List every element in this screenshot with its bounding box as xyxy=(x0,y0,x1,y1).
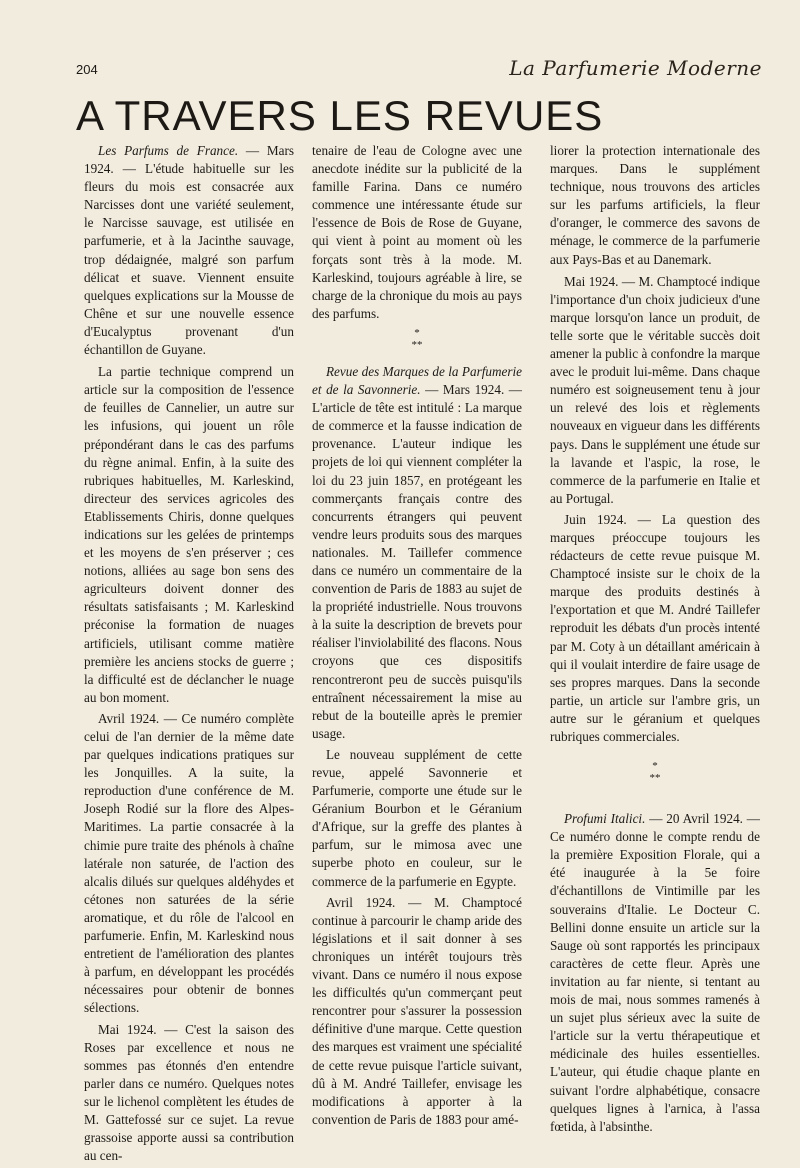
paragraph-technique: La partie technique comprend un article sur la composition de l'essence de feuilles de Cannelier, un autre sur les infusions, qui jouent un rôle prépondérant dans le cas des parfums du règne animal. Enfin, à la suite des rubriques habituelles, M. Karleskind, directeur des services agricoles des Etablissements Chiris, donne quelques indications sur les gelées de printemps et les moyens de s'en préserver ; ces notions, alliées au sage bon sens des agriculteurs doivent donner des résultats satisfaisants ; M. Karleskind préconise la formation de nuages artificiels, utilisant comme matière première les anciens stocks de guerre ; la difficulté est de déclancher le nuage au bon moment. xyxy=(84,364,294,705)
journal-title: La Parfumerie Moderne xyxy=(509,56,762,80)
paragraph-juin: Juin 1924. — La question des marques préoccupe toujours les rédacteurs de cette revue puisque M. Champtocé insiste sur le choix de la marque des produits destinés à l'exportation et que M. André Taillefer reproduit les débats d'un procès intenté par M. Coty à un détaillant américain à qui il voulait interdire de faire usage de ses propres marques. Dans la seconde partie, un article sur l'ambre gris, un autre sur le géranium et quelques rubriques commerciales. xyxy=(550,511,760,744)
paragraph-avril: Avril 1924. — Ce numéro complète celui de l'an dernier de la même date par quelques indications pratiques sur les Jonquilles. A la suite, la reproduction d'une conférence de M. Joseph Rodié sur la flore des Alpes-Maritimes. La partie consacrée à la chimie pure traite des phénols à chaîne latérale non saturée, de l'action des alcalis dilués sur quelques aldéhydes et cétones non saturées de la série aromatique, et du rôle de l'alcool en parfumerie. Enfin, M. Karleskind nous entretient de l'amélioration des plantes à parfum, en développant les procédés nécessaires pour obtenir de bonnes sélections. xyxy=(84,710,294,1016)
paragraph-profumi-italici xyxy=(550,810,760,1136)
column-1 xyxy=(84,142,294,1168)
asterism-top: * xyxy=(414,326,420,339)
paragraph-avril-marques: Avril 1924. — M. Champtocé continue à parcourir le champ aride des législations et il sait donner à ses chroniques un intérêt toujours très vivant. Dans ce numéro il nous expose les difficultés qu'un commerçant peut rencontrer pour s'assurer la possession définitive d'une marque. Cette question des marques est vraiment une spécialité de cette revue puisque l'article suivant, dû à M. André Taillefer, envisage les modifications à apporter à la convention de Paris de 1883 pour amé- xyxy=(312,894,522,1127)
source-title: Revue des Marques de la Parfumerie et de la Savonnerie. xyxy=(312,363,522,398)
paragraph-parfums-de-france-mars xyxy=(84,142,294,359)
asterism-bottom: ** xyxy=(411,338,423,351)
column-2 xyxy=(312,142,522,1132)
section-title: A TRAVERS LES REVUES xyxy=(76,92,604,139)
section-separator xyxy=(550,760,760,784)
page-header xyxy=(76,56,772,86)
asterism-top: * xyxy=(652,760,658,773)
paragraph-revue-des-marques xyxy=(312,363,522,743)
paragraph-mai-marques: Mai 1924. — M. Champtocé indique l'importance d'un choix judicieux d'une marque lorsqu'on lance un produit, de telle sorte que le véritable succès doit amener la public à confondre la marque avec le produit lui-même. Dans chaque numéro est soigneusement tenu à jour un relevé des lois et règlements nouveaux en vigueur dans les différents pays. Dans le supplément une étude sur la lavande et l'aspic, la rose, le commerce de la parfumerie en Italie et au Portugal. xyxy=(550,273,760,506)
paragraph-mai: Mai 1924. — C'est la saison des Roses par excellence et nous ne sommes pas étonnés d'en entendre parler dans ce numéro. Quelques notes sur le lichenol complètent les études de M. Gattefossé sur ce sujet. La revue grassoise apporte aussi sa contribution au cen- xyxy=(84,1021,294,1164)
article-columns xyxy=(84,142,774,1164)
column-3 xyxy=(550,142,760,1139)
section-separator xyxy=(312,327,522,351)
paragraph-text: — Mars 1924. — L'article de tête est intitulé : La marque de commerce et la fausse indication de provenance. L'auteur indique les projets de loi qui viennent compléter la loi du 23 juin 1857, en protégeant les commerçants français contre des concurrents étrangers qui peuvent vendre leurs produits sous des marques nationales. M. Taillefer commence dans ce numéro un commentaire de la convention de Paris de 1883 au sujet de la propriété industrielle. Nous trouvons à la suite la description de brevets pour réaliser l'inviolabilité des flacons. Nous croyons que ces dispositifs rencontreront peu de succès puisqu'ils entraînent nécessairement la mise au rebut de la bouteille après le premier usage. xyxy=(312,382,522,741)
paragraph-supplement: Le nouveau supplément de cette revue, appelé Savonnerie et Parfumerie, comporte une étude sur le Géranium Bourbon et le Géranium d'Afrique, sur la greffe des plantes à parfum, sur le mimosa avec une superbe photo en couleur, sur le commerce de la parfumerie en Egypte. xyxy=(312,746,522,889)
paragraph-continuation: tenaire de l'eau de Cologne avec une anecdote inédite sur la publicité de la famille Farina. Dans ce numéro commence une intéressante étude sur l'essence de Bois de Rose de Guyane, qui vient à point au moment où les forçats sont très à la mode. M. Karleskind, toujours agréable à lire, se charge de la chronique du mois au pays des parfums. xyxy=(312,143,522,321)
asterism-bottom: ** xyxy=(649,772,661,785)
page-number: 204 xyxy=(76,62,98,77)
paragraph-text: — 20 Avril 1924. — Ce numéro donne le compte rendu de la première Exposition Florale, qui a été inaugurée à la 5e foire d'échantillons de Vintimille par les souverains d'Italie. Le Docteur C. Bellini donne ensuite un article sur la Sauge où sont rapportés les principaux caractères de cette fleur. Après une invitation au far niente, si tentant au mois de mai, nous sommes ramenés à un sujet plus sérieux avec la suite de l'article sur la vertu thérapeutique et médicinale des huiles essentielles. L'auteur, qui étudie chaque plante en suivant l'ordre alphabétique, consacre quelques lignes à l'arnica, à l'assa fœtida, à l'absinthe. xyxy=(550,811,760,1134)
source-title: Profumi Italici. xyxy=(564,811,646,827)
source-title: Les Parfums de France. xyxy=(98,143,239,158)
paragraph-text: — Mars 1924. — L'étude habituelle sur les fleurs du mois est consacrée aux Narcisses dont une variété seulement, le Narcisse sauvage, est utilisée en parfumerie, et à la Jacinthe sauvage, trop dédaignée, malgré son parfum délicat et suave. Viennent ensuite quelques explications sur la Mousse de Chêne et sur une nouvelle essence d'Eucalyptus provenant d'un échantillon de Guyane. xyxy=(84,143,294,358)
paragraph-continuation: liorer la protection internationale des marques. Dans le supplément technique, nous trouvons des articles sur les parfums artificiels, la fleur d'oranger, le commerce des savons de ménage, le commerce de la parfumerie aux Pays-Bas et au Danemark. xyxy=(550,143,760,267)
